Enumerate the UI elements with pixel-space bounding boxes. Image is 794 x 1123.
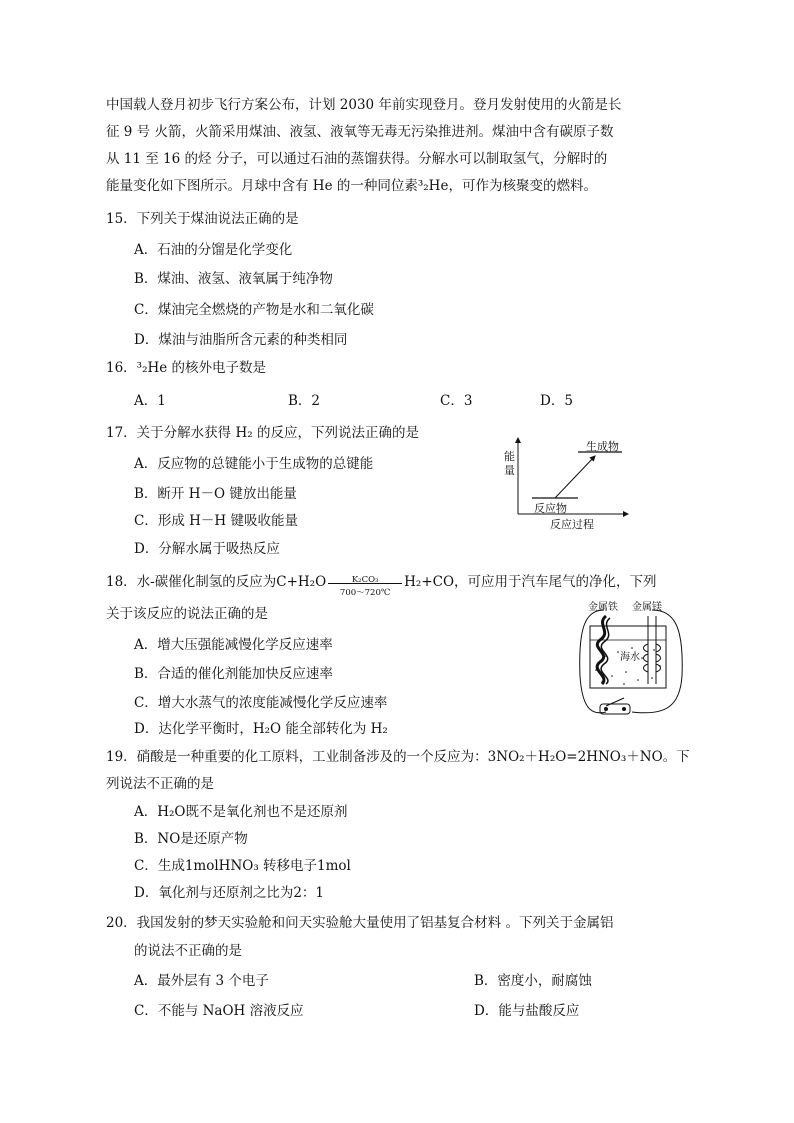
energy-arrow bbox=[555, 456, 595, 498]
q18-temperature: 700～720℃ bbox=[339, 587, 391, 598]
magnesium-label: 金属镁 bbox=[632, 602, 662, 613]
q18-stem-2: 关于该反应的说法正确的是 bbox=[106, 606, 268, 622]
q18-option-b[interactable]: B．合适的催化剂能加快反应速率 bbox=[134, 666, 333, 682]
q20-stem-1: 20．我国发射的梦天实验舱和问天实验舱大量使用了铝基复合材料 。下列关于金属铝 bbox=[106, 915, 614, 931]
q18-stem bbox=[106, 573, 657, 598]
intro-line-4-pre: 能量变化如下图所示。月球中含有 He 的一种同位素 bbox=[106, 178, 418, 194]
q18-option-a[interactable]: A．增大压强能减慢化学反应速率 bbox=[134, 637, 333, 653]
q19-option-a[interactable]: A．H₂O既不是氧化剂也不是还原剂 bbox=[134, 804, 348, 820]
q20-option-a[interactable]: A．最外层有 3 个电子 bbox=[134, 973, 269, 989]
intro-isotope: ³₂He bbox=[417, 178, 449, 194]
q20-option-b[interactable]: B．密度小，耐腐蚀 bbox=[474, 973, 592, 989]
seawater-label: 海水 bbox=[620, 652, 640, 663]
q16-option-c[interactable]: C．3 bbox=[440, 393, 473, 409]
q17-stem: 17．关于分解水获得 H₂ 的反应，下列说法正确的是 bbox=[106, 425, 419, 441]
intro-line-3: 从 11 至 16 的烃 分子，可以通过石油的蒸馏获得。分解水可以制取氢气，分解时的 bbox=[106, 151, 608, 167]
intro-line-2: 征 9 号 火箭，火箭采用煤油、液氢、液氧等无毒无污染推进剂。煤油中含有碳原子数 bbox=[106, 124, 614, 140]
q15-stem: 15．下列关于煤油说法正确的是 bbox=[106, 211, 299, 227]
q16-stem-post: 的核外电子数是 bbox=[167, 360, 267, 376]
q19-option-c[interactable]: C．生成1molHNO₃ 转移电子1mol bbox=[134, 858, 351, 874]
y-label-1: 能 bbox=[504, 450, 515, 463]
q17-option-a[interactable]: A．反应物的总键能小于生成物的总键能 bbox=[134, 456, 374, 472]
q18-stem-pre: 18．水-碳催化制氢的反应为C+H₂O bbox=[106, 574, 327, 590]
intro-line-4-post: ，可作为核聚变的燃料。 bbox=[448, 178, 597, 194]
q20-option-d[interactable]: D．能与盐酸反应 bbox=[474, 1003, 580, 1019]
q18-option-c[interactable]: C．增大水蒸气的浓度能减慢化学反应速率 bbox=[134, 695, 388, 711]
q19-option-d[interactable]: D．氧化剂与还原剂之比为2：1 bbox=[134, 885, 325, 901]
switch-terminal-right bbox=[622, 707, 626, 711]
q15-option-b[interactable]: B．煤油、液氢、液氧属于纯净物 bbox=[134, 271, 333, 287]
switch-lever bbox=[606, 698, 624, 706]
q16-stem bbox=[106, 359, 266, 377]
q18-catalyst: K₂CO₃ bbox=[351, 574, 379, 585]
reactant-label: 反应物 bbox=[534, 502, 567, 515]
q16-isotope: 16．³₂He bbox=[106, 360, 168, 376]
iron-label: 金属铁 bbox=[588, 602, 618, 613]
q15-option-c[interactable]: C．煤油完全燃烧的产物是水和二氧化碳 bbox=[134, 302, 374, 318]
q15-option-a[interactable]: A．石油的分馏是化学变化 bbox=[134, 242, 293, 258]
q19-stem-1: 19．硝酸是一种重要的化工原料，工业制备涉及的一个反应为：3NO₂＋H₂O=2HNO₃＋NO。下 bbox=[106, 749, 690, 765]
q20-stem-2: 的说法不正确的是 bbox=[134, 943, 242, 959]
q20-option-c[interactable]: C．不能与 NaOH 溶液反应 bbox=[134, 1003, 304, 1019]
q16-option-d[interactable]: D．5 bbox=[540, 393, 573, 409]
q16-option-b[interactable]: B．2 bbox=[288, 393, 321, 409]
x-axis-label: 反应过程 bbox=[550, 518, 594, 531]
q19-stem-2: 列说法不正确的是 bbox=[106, 776, 214, 792]
intro-line-1: 中国载人登月初步飞行方案公布，计划 2030 年前实现登月。登月发射使用的火箭是长 bbox=[106, 97, 622, 113]
q18-reaction-arrow bbox=[326, 574, 404, 598]
y-label-2: 量 bbox=[504, 464, 515, 477]
intro-line-4 bbox=[106, 177, 597, 195]
q19-option-b[interactable]: B．NO是还原产物 bbox=[134, 831, 248, 847]
q18-stem-post: H₂+CO，可应用于汽车尾气的净化，下列 bbox=[404, 574, 657, 590]
q18-option-d[interactable]: D．达化学平衡时，H₂O 能全部转化为 H₂ bbox=[134, 721, 388, 737]
switch-terminal-left bbox=[604, 707, 608, 711]
q15-option-d[interactable]: D．煤油与油脂所含元素的种类相同 bbox=[134, 332, 348, 348]
q17-option-b[interactable]: B．断开 H－O 键放出能量 bbox=[134, 486, 297, 502]
q16-option-a[interactable]: A．1 bbox=[134, 393, 166, 409]
cell-diagram bbox=[576, 596, 688, 724]
q17-option-d[interactable]: D．分解水属于吸热反应 bbox=[134, 541, 280, 557]
q17-option-c[interactable]: C．形成 H－H 键吸收能量 bbox=[134, 513, 298, 529]
energy-diagram bbox=[500, 432, 640, 532]
product-label: 生成物 bbox=[586, 440, 619, 453]
magnesium-coils bbox=[644, 644, 661, 672]
